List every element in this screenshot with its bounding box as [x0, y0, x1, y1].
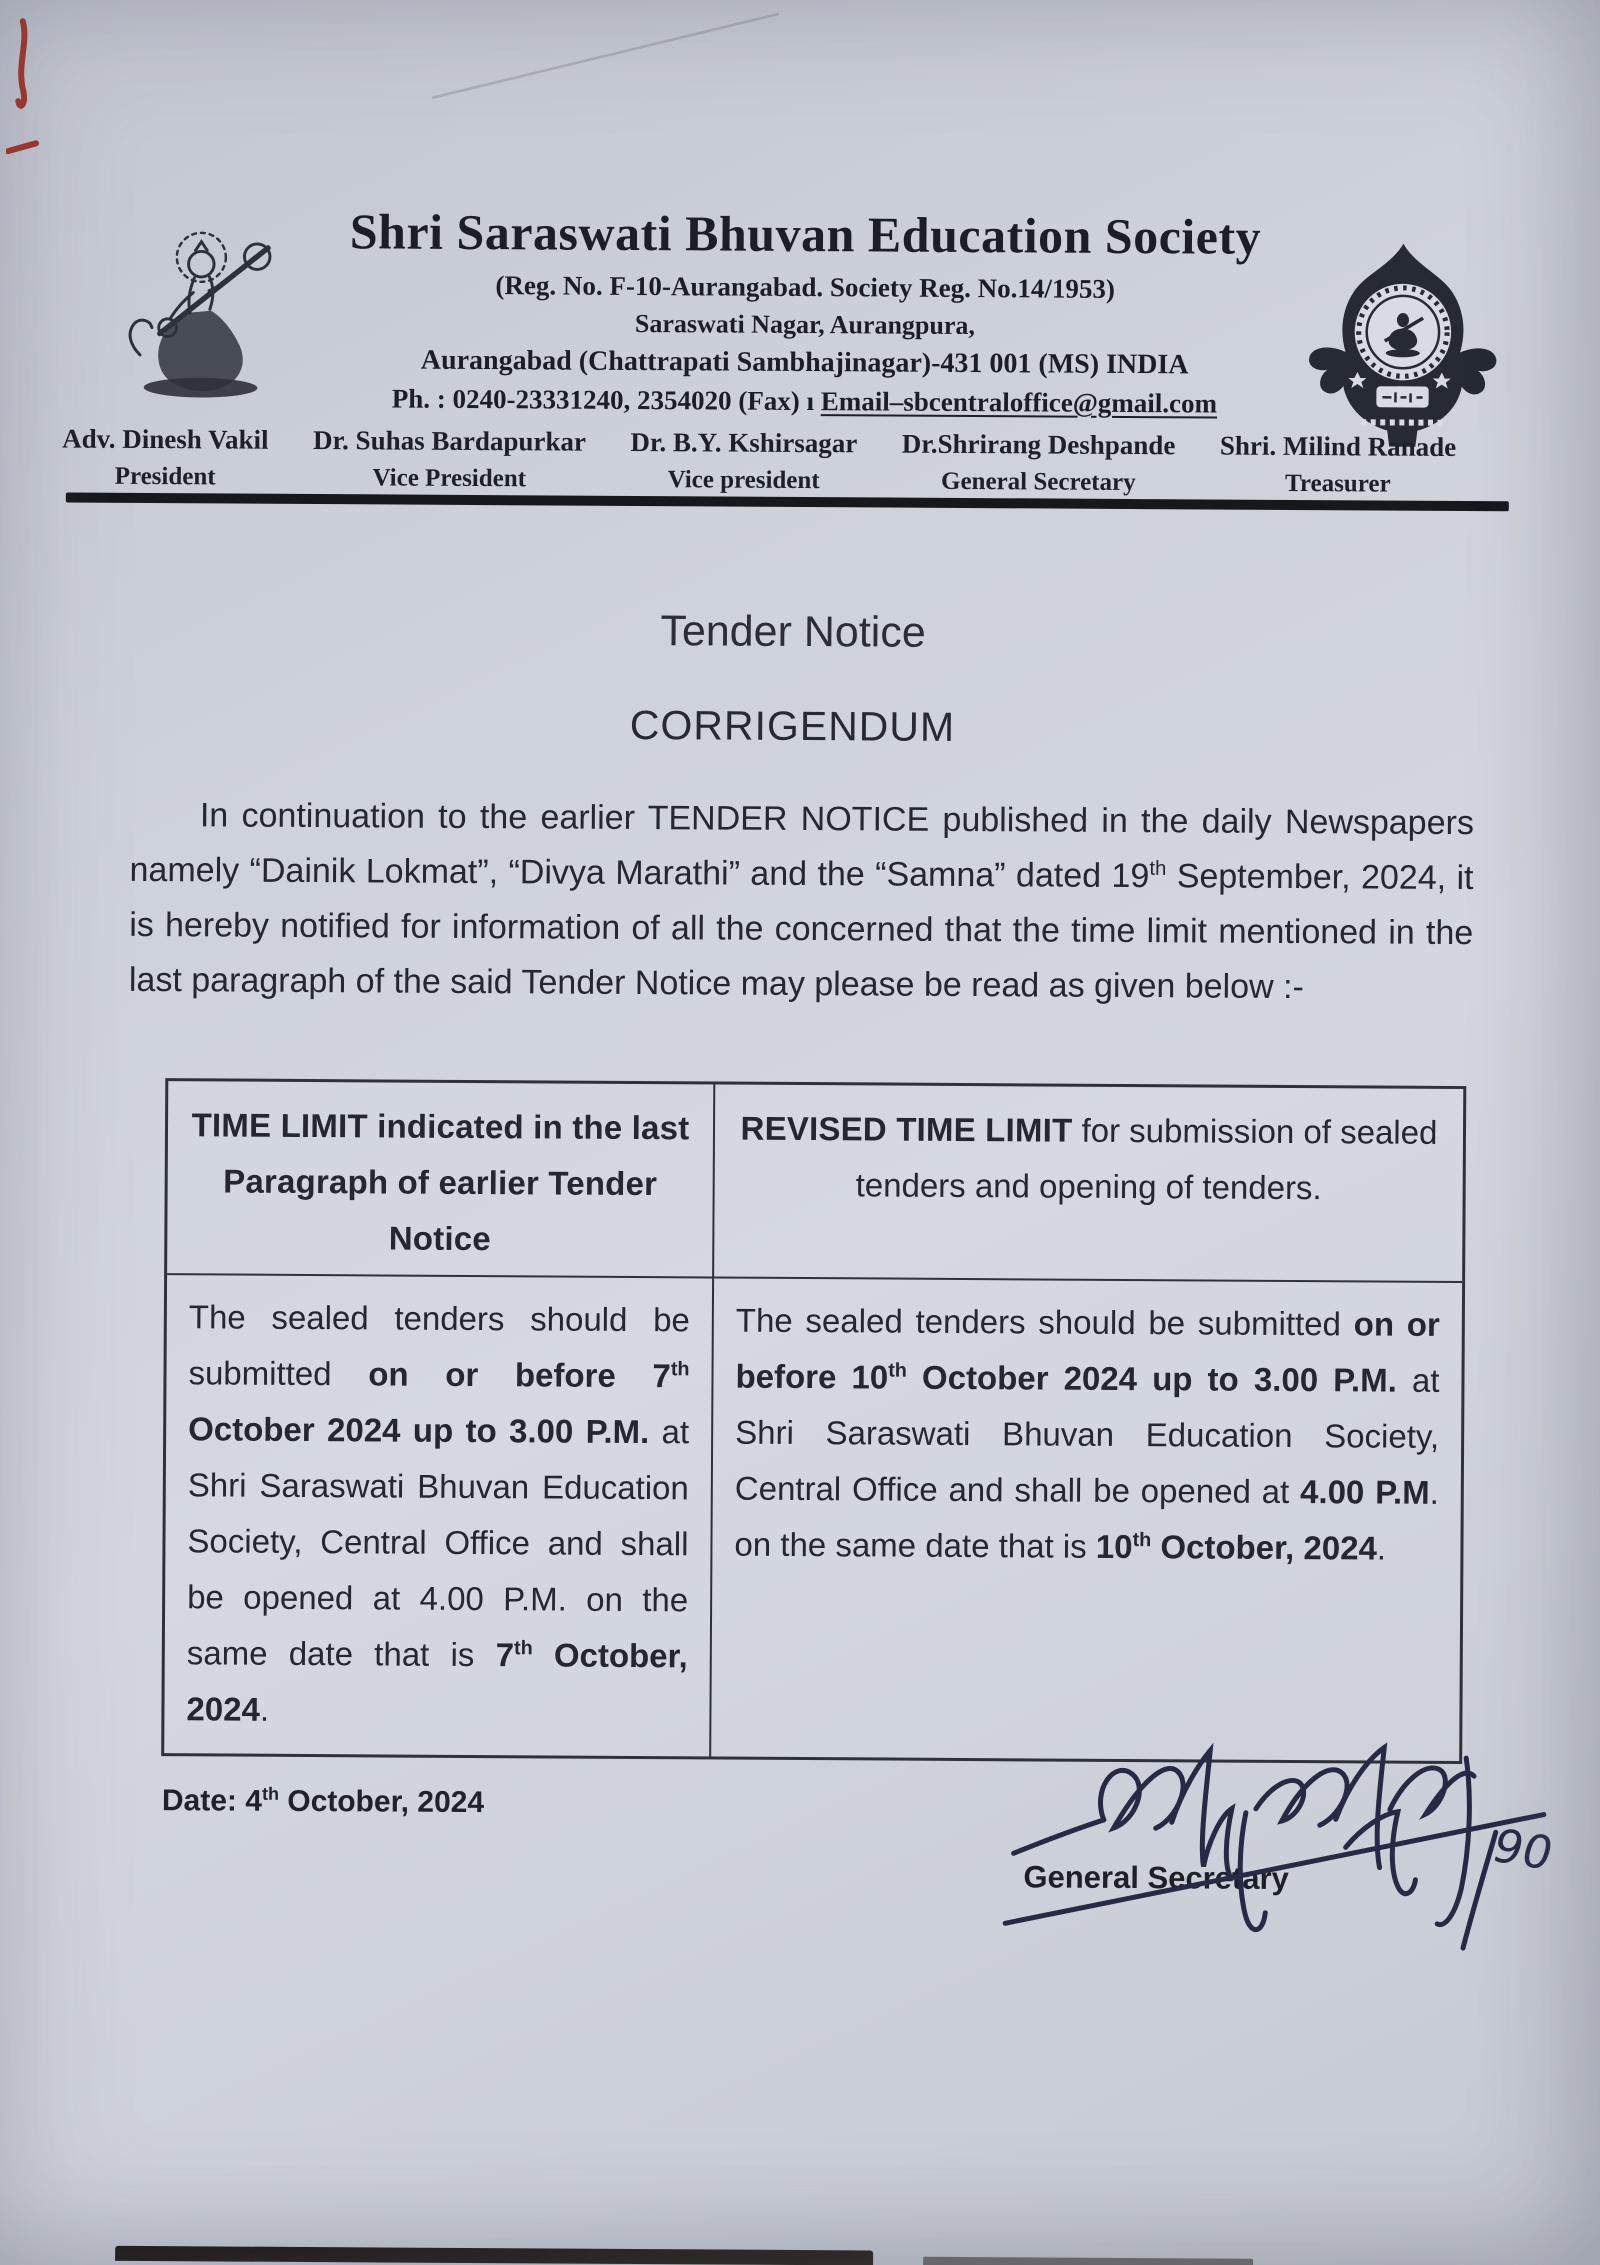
officer-president: [62, 423, 269, 491]
paper-crease: [426, 6, 787, 108]
address-line-2: Aurangabad (Chattrapati Sambhajinagar)-431 001 (MS) INDIA: [420, 344, 1189, 381]
officer-vice-president-1: [313, 425, 586, 494]
phone-email-line: [64, 381, 1544, 421]
table-header-revised-time-limit: REVISED TIME LIMIT for submission of sealed tenders and opening of tenders.: [712, 1084, 1463, 1281]
officer-name: Dr. Suhas Bardapurkar: [313, 425, 587, 457]
officers-row: [4, 423, 1600, 500]
officer-name: Shri. Milind Ranade: [1219, 430, 1457, 462]
officer-title: Treasurer: [1284, 469, 1391, 498]
table-header-old-time-limit: TIME LIMIT indicated in the last Paragraph of earlier Tender Notice: [191, 1106, 690, 1258]
intro-paragraph: In continuation to the earlier TENDER NOTICE published in the daily Newspapers namely “Dainik Lokmat”, “Divya Marathi” and the “Samna” dated 19th September, 2024, it is hereby notified for information of all the concerned that the time limit mentioned in the last paragraph of the said Tender Notice may please be read as given below :-: [128, 796, 1475, 1007]
signature-number: 90: [1486, 1818, 1560, 1881]
notice-title: Tender Notice: [660, 607, 926, 657]
address-line-1: Saraswati Nagar, Aurangpura,: [634, 308, 976, 341]
red-pen-marks: [6, 13, 77, 183]
registration-line: (Reg. No. F-10-Aurangabad. Society Reg. No.14/1953): [495, 270, 1115, 304]
officer-name: Dr. B.Y. Kshirsagar: [630, 426, 858, 459]
table-cell-revised-time-limit: The sealed tenders should be submitted on or before 10th October 2024 up to 3.00 P.M. at Shri Saraswati Bhuvan Education Society, Central Office and shall be opened at 4.00 P.M. on the same date that is 10th October, 2024.: [709, 1276, 1462, 1761]
signature-area: [995, 1713, 1577, 1967]
scan-edge-strip-2: [923, 2257, 1253, 2265]
scan-edge-strip: [115, 2246, 873, 2265]
masthead: [64, 201, 1545, 421]
officer-title: President: [114, 462, 216, 491]
date-line: Date: 4th October, 2024: [161, 1783, 485, 1820]
email-text: Email–sbcentraloffice@gmail.com: [820, 386, 1218, 419]
officer-name: Adv. Dinesh Vakil: [62, 423, 269, 455]
society-name: Shri Saraswati Bhuvan Education Society: [349, 203, 1262, 265]
officer-general-secretary: [901, 429, 1175, 498]
time-limit-table: [161, 1078, 1466, 1764]
officer-title: General Secretary: [940, 467, 1136, 497]
notice-subtitle: CORRIGENDUM: [629, 701, 956, 750]
officer-title: Vice president: [667, 466, 820, 495]
signatory-title: General Secretary: [1023, 1859, 1289, 1896]
table-cell-old-time-limit: The sealed tenders should be submitted on or before 7th October 2024 up to 3.00 P.M. at Shri Saraswati Bhuvan Education Society, Central Office and shall be opened at 4.00 P.M. on the same date that is 7th October, 2024.: [164, 1273, 712, 1756]
officer-vice-president-2: [630, 427, 857, 495]
officer-title: Vice President: [372, 464, 527, 493]
signature-scribble-icon: [995, 1713, 1577, 1967]
officer-treasurer: [1220, 431, 1457, 499]
phone-numbers: Ph. : 0240-23331240, 2354020 (Fax) ı: [391, 383, 821, 417]
officer-name: Dr.Shrirang Deshpande: [901, 428, 1176, 461]
